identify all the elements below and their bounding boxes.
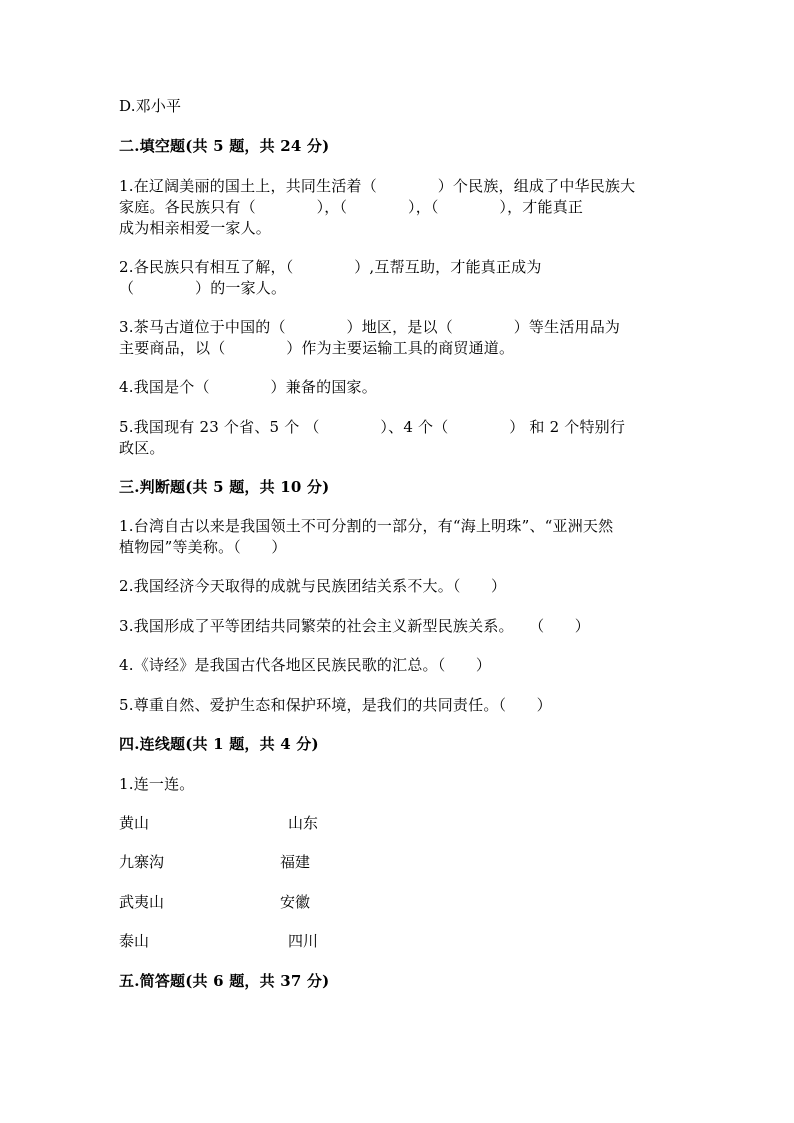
match-right-1: 山东 — [288, 814, 319, 832]
match-left-4: 泰山 — [119, 932, 150, 950]
s2-q1-line3: 成为相亲相爱一家人。 — [119, 219, 272, 237]
match-right-2: 福建 — [280, 853, 311, 871]
section-2-heading: 二.填空题(共 5 题，共 24 分) — [119, 137, 330, 155]
match-right-4: 四川 — [288, 932, 319, 950]
s2-q3-line1: 3.茶马古道位于中国的（ ）地区，是以（ ）等生活用品为 — [119, 318, 621, 336]
section-4-heading: 四.连线题(共 1 题，共 4 分) — [119, 735, 319, 753]
s2-q2-line1: 2.各民族只有相互了解，（ ）,互帮互助，才能真正成为 — [119, 258, 542, 276]
s2-q4: 4.我国是个（ ）兼备的国家。 — [119, 378, 377, 396]
s3-q4: 4.《诗经》是我国古代各地区民族民歌的汇总。（ ） — [119, 656, 492, 674]
s2-q5-line2: 政区。 — [119, 439, 165, 457]
s2-q2-line2: （ ）的一家人。 — [119, 279, 287, 297]
s4-q1: 1.连一连。 — [119, 775, 195, 793]
s2-q1-line1: 1.在辽阔美丽的国土上，共同生活着（ ）个民族，组成了中华民族大 — [119, 177, 636, 195]
s2-q5-line1: 5.我国现有 23 个省、5 个 （ ）、4 个（ ） 和 2 个特别行 — [119, 418, 626, 436]
s3-q3: 3.我国形成了平等团结共同繁荣的社会主义新型民族关系。 （ ） — [119, 617, 590, 635]
s3-q1-line1: 1.台湾自古以来是我国领土不可分割的一部分，有“海上明珠”、“亚洲天然 — [119, 517, 614, 535]
match-left-3: 武夷山 — [119, 893, 165, 911]
s2-q1-line2: 家庭。各民族只有（ ），（ ），（ ），才能真正 — [119, 198, 584, 216]
match-left-2: 九寨沟 — [119, 853, 165, 871]
section-5-heading: 五.简答题(共 6 题，共 37 分) — [119, 972, 330, 990]
partial-option-d: D.邓小平 — [119, 97, 182, 115]
section-3-heading: 三.判断题(共 5 题，共 10 分) — [119, 478, 330, 496]
match-left-1: 黄山 — [119, 814, 150, 832]
s3-q5: 5.尊重自然、爱护生态和保护环境，是我们的共同责任。（ ） — [119, 696, 552, 714]
s2-q3-line2: 主要商品，以（ ）作为主要运输工具的商贸通道。 — [119, 339, 515, 357]
match-right-3: 安徽 — [280, 893, 311, 911]
s3-q2: 2.我国经济今天取得的成就与民族团结关系不大。（ ） — [119, 577, 507, 595]
s3-q1-line2: 植物园”等美称。（ ） — [119, 538, 287, 556]
